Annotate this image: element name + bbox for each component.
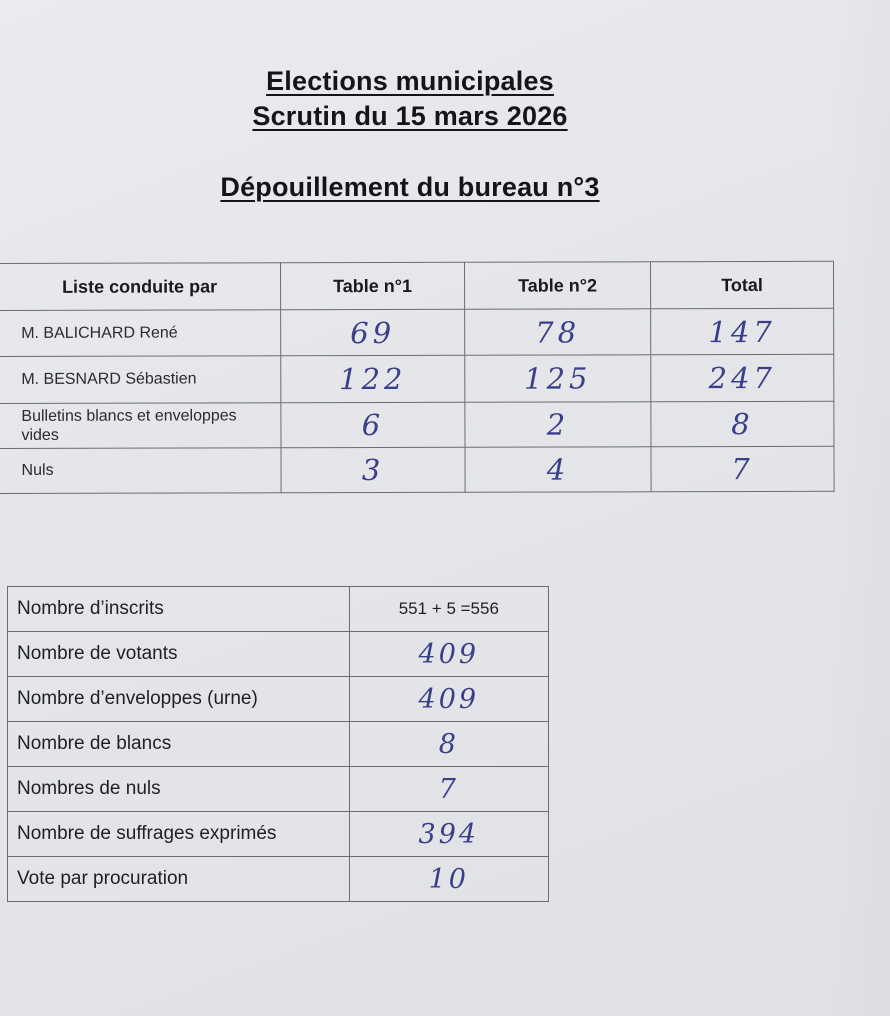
summary-label: Nombre de suffrages exprimés: [8, 812, 350, 857]
summary-label: Nombre de blancs: [8, 722, 350, 767]
table-row: [8, 812, 549, 857]
cell-total: 147: [651, 308, 834, 354]
title-bureau: Dépouillement du bureau n°3: [220, 172, 600, 202]
table-row: [0, 354, 834, 403]
table-row: [8, 722, 549, 767]
column-header-list: Liste conduite par: [0, 263, 281, 311]
results-header-row: [0, 261, 834, 310]
table-row: [8, 632, 549, 677]
cell-table2: 78: [465, 309, 651, 355]
summary-value: 409: [349, 632, 548, 677]
summary-label: Vote par procuration: [8, 857, 350, 902]
table-row: [0, 401, 834, 448]
table-row: [0, 308, 834, 356]
summary-value: 551 + 5 =556: [349, 587, 548, 632]
cell-table1: 69: [281, 309, 465, 355]
summary-label: Nombre d’enveloppes (urne): [8, 677, 350, 722]
summary-value: 8: [349, 722, 548, 767]
summary-value: 7: [349, 767, 548, 812]
cell-table2: 125: [465, 355, 651, 402]
cell-table1: 3: [281, 447, 465, 492]
cell-table2: 2: [465, 402, 651, 447]
paper-shading: [830, 0, 890, 1016]
cell-total: 247: [651, 354, 834, 401]
title-date: Scrutin du 15 mars 2026: [252, 101, 568, 131]
table-row: [8, 857, 549, 902]
table-row: [8, 677, 549, 722]
row-label: Bulletins blancs et enveloppes vides: [0, 403, 281, 449]
row-label: M. BALICHARD René: [0, 310, 281, 357]
summary-table: [7, 586, 549, 902]
title-line-2: [0, 99, 820, 133]
cell-table1: 6: [281, 402, 465, 447]
title-line-3: [0, 170, 820, 204]
cell-total: 7: [651, 446, 834, 491]
column-header-total: Total: [650, 261, 833, 308]
table-row: [8, 587, 549, 632]
cell-table1: 122: [281, 355, 465, 402]
table-row: [8, 767, 549, 812]
summary-value: 10: [349, 857, 548, 902]
summary-label: Nombres de nuls: [8, 767, 350, 812]
results-table: [0, 261, 835, 494]
column-header-table1: Table n°1: [281, 262, 465, 309]
cell-table2: 4: [465, 447, 651, 492]
title-line-1: [0, 64, 820, 98]
summary-value: 409: [349, 677, 548, 722]
title-elections: Elections municipales: [266, 66, 554, 96]
table-row: [0, 446, 834, 493]
summary-value: 394: [349, 812, 548, 857]
cell-total: 8: [651, 401, 834, 446]
summary-label: Nombre de votants: [8, 632, 350, 677]
row-label: Nuls: [0, 448, 281, 494]
column-header-table2: Table n°2: [464, 262, 650, 309]
row-label: M. BESNARD Sébastien: [0, 356, 281, 404]
summary-label: Nombre d’inscrits: [8, 587, 350, 632]
